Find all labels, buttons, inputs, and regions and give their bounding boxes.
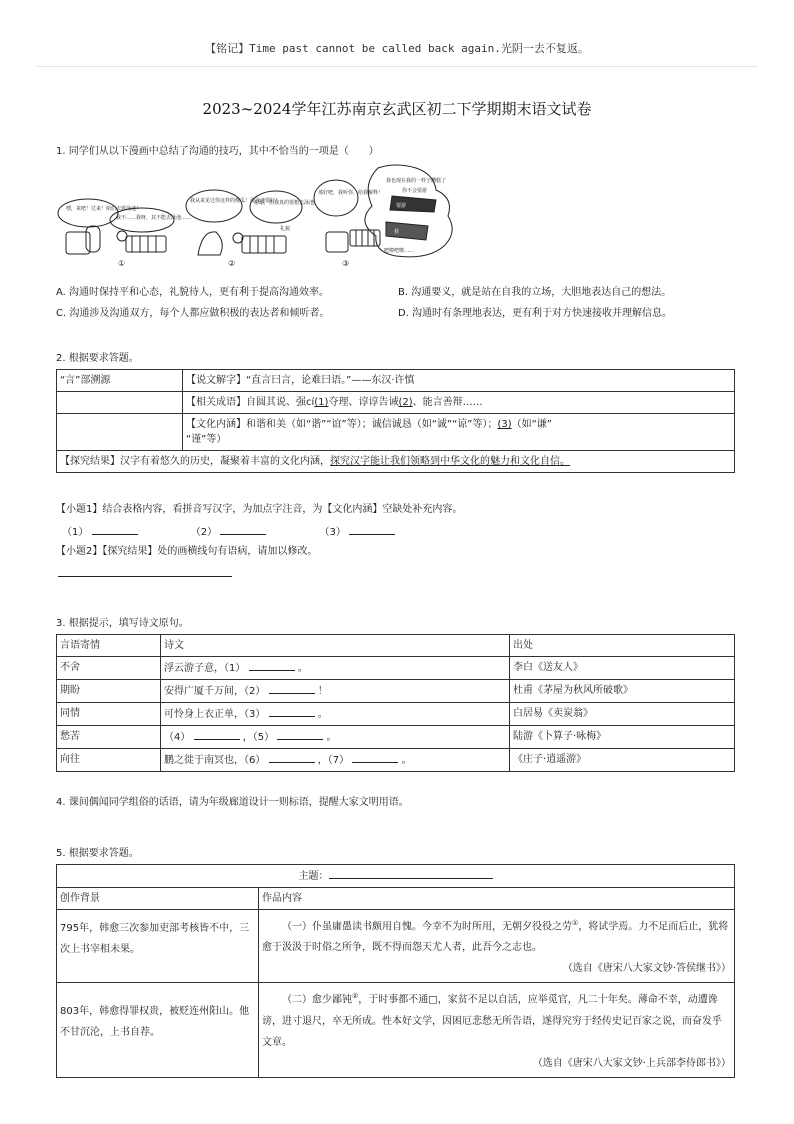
q1-option-d[interactable]: D. 沟通时有条理地表达，更有利于对方快速接收并理解信息。 [398, 308, 673, 319]
q2-blank-2[interactable]: (2) [398, 397, 413, 408]
q5-row2-part2: ，于时事都不通□，家贫不足以自活，应举觅官，凡二十年矣。薄命不幸，动遭谗谤，进寸退尺，卒无所成。性本好文学，因困厄悲愁无所告语，遂得究穷于经传史记百家之说，而奋发乎文章。 [262, 994, 722, 1048]
q3-row-verse [161, 726, 510, 749]
q5-row1-part2: ，将试学焉。力不足而后止，犹将愈于汲汲于时俗之所争，既不得而怨天尤人者，此吾今之志也。 [262, 921, 729, 954]
comic-p3-bubble-b: 吧啦吧啦…… [384, 248, 415, 254]
q3-row-emotion: 不舍 [57, 657, 161, 680]
q2-row2-a: 【相关成语】自圆其说、强cí [186, 397, 315, 408]
header-motto: 【铭记】Time past cannot be called back again.光阴一去不复返。 [205, 42, 589, 55]
q3-head-c: 出处 [510, 635, 735, 657]
q2-row3 [183, 414, 735, 451]
q3-stem: 3. 根据提示，填写诗文原句。 [56, 618, 189, 629]
q2-sub2: 【小题2】【探究结果】处的画横线句有语病，请加以修改。 [56, 546, 318, 557]
q5-row2-text [262, 986, 731, 1052]
q2-row1: 【说文解字】“直言曰言，论难曰语。”——东汉·许慎 [183, 370, 735, 392]
q5-row1-source: （选自《唐宋八大家文钞·答侯继书》） [562, 963, 731, 975]
comic-p1-bubble-b: 我不……我呀，其不能去泳池…… [116, 215, 192, 221]
q5-head-content: 作品内容 [259, 888, 735, 910]
q2-answer-label-2: （2） [190, 527, 218, 538]
q3-head-a: 言语寄情 [57, 635, 161, 657]
q5-theme-label: 主题： [298, 871, 329, 882]
q2-answer-label-1: （1） [62, 527, 89, 538]
q3-verse-text: 浮云游子意，（1） [164, 663, 246, 674]
q2-row-head: “言”部溯源 [57, 370, 183, 392]
comic-p2-label: 礼貌 [280, 226, 291, 232]
q3-head-b: 诗文 [161, 635, 510, 657]
q2-row3-a: 【文化内涵】和谐和美（如“谐”“谊”等）；诚信诚恳（如“诚”“谅”等）； [186, 419, 498, 430]
table-row [57, 749, 735, 772]
q5-row1-text [262, 913, 731, 958]
comic-p3-cloud-d: 我 [394, 229, 400, 235]
q3-verse-punct: 。 [401, 755, 412, 766]
q3-blank-1[interactable] [249, 660, 295, 671]
q2-row2 [183, 392, 735, 414]
q5-row2-background: 803年，韩愈得罪权贵，被贬连州阳山。他不甘沉沦，上书自荐。 [57, 983, 259, 1077]
q2-row3-d: “谨”等） [186, 434, 227, 445]
q2-row4-underlined: 探究汉字能让我们领略到中华文化的魅力和文化自信。 [330, 456, 570, 467]
q3-row-verse [161, 680, 510, 703]
q3-blank-5[interactable] [277, 729, 323, 740]
q2-blank-3[interactable]: (3) [497, 419, 512, 430]
q2-stem: 2. 根据要求答题。 [56, 353, 139, 364]
q3-verse-text: 安得广厦千万间，（2） [164, 686, 266, 697]
q2-row2-d: 、能言善辩…… [412, 397, 483, 408]
q5-row2-content [259, 983, 735, 1077]
q1-option-a[interactable]: A. 沟通时保持平和心态，礼貌待人，更有利于提高沟通效率。 [56, 287, 330, 298]
q5-row1-footnote: ① [572, 919, 579, 927]
q3-blank-4[interactable] [194, 729, 240, 740]
q2-empty-cell [57, 392, 183, 414]
q3-row-source: 李白《送友人》 [510, 657, 735, 680]
q2-row3-c: （如“谦” [511, 419, 552, 430]
q3-row-source: 《庄子·逍遥游》 [510, 749, 735, 772]
page-title: 2023~2024学年江苏南京玄武区初二下学期期末语文试卷 [202, 100, 592, 118]
q3-verse-text: （4） [164, 732, 191, 743]
comic-p2-bubble-b: 谢谢，但我真的要想去泳池。 [254, 200, 320, 206]
comic-p3-number: ③ [342, 259, 350, 268]
q3-row-source: 白居易《卖炭翁》 [510, 703, 735, 726]
q2-answer-3[interactable] [349, 524, 395, 535]
comic-p1-number: ① [118, 259, 126, 268]
q2-blank-1[interactable]: (1) [314, 397, 329, 408]
comic-p2-number: ② [228, 259, 236, 268]
q1-option-c[interactable]: C. 沟通涉及沟通双方，每个人都应做积极的表达者和倾听者。 [56, 308, 330, 319]
q1-stem: 1. 同学们从以下漫画中总结了沟通的技巧，其中不恰当的一项是（ ） [56, 146, 379, 157]
q2-answer-2[interactable] [220, 524, 266, 535]
q3-verse-punct: 。 [297, 663, 308, 674]
q2-sub1: 【小题1】结合表格内容，看拼音写汉字，为加点字注音，为【文化内涵】空缺处补充内容。 [56, 504, 463, 515]
comic-p3-cloud-b: 你不会要游 [402, 188, 428, 194]
q2-row2-c: 夺理、谆谆告诫 [328, 397, 399, 408]
q5-row1-content [259, 910, 735, 983]
q3-header-row [57, 635, 735, 657]
header-divider [36, 66, 758, 67]
q2-empty-cell [57, 414, 183, 451]
q3-row-verse [161, 749, 510, 772]
q3-row-emotion: 愁苦 [57, 726, 161, 749]
comic-illustration [56, 160, 458, 272]
q5-row1-background: 795年，韩愈三次参加吏部考核皆不中，三次上书宰相未果。 [57, 910, 259, 983]
q3-verse-text-2: ，（7） [317, 755, 350, 766]
table-row [57, 680, 735, 703]
q5-theme-input[interactable] [329, 868, 493, 879]
q2-sub1-answers [62, 524, 395, 540]
q2-sub2-answer-line[interactable] [58, 576, 232, 577]
q5-row2-part1: （二）愈少鄙钝 [282, 994, 352, 1006]
q5-table [56, 864, 735, 1078]
comic-p2-bubble-a: 我从来见过你这样的傻瓜！游泳池要好！ [190, 198, 281, 204]
table-row [57, 726, 735, 749]
q4-stem: 4. 课间偶闻同学组俗的话语，请为年级廊道设计一则标语，提醒大家文明用语。 [56, 797, 409, 808]
q3-row-emotion: 向往 [57, 749, 161, 772]
comic-p3-cloud-c: 要游 [396, 203, 407, 209]
q3-row-verse [161, 703, 510, 726]
q3-verse-punct: ！ [317, 686, 328, 697]
q3-row-emotion: 同情 [57, 703, 161, 726]
q3-verse-punct: 。 [317, 709, 328, 720]
q3-blank-6[interactable] [269, 752, 315, 763]
comic-p1-bubble-a: 嘿，来吧！过来！咱们去游泳池！ [66, 206, 142, 212]
q3-row-source: 杜甫《茅屋为秋风所破歌》 [510, 680, 735, 703]
q2-row4-a: 【探究结果】汉字有着悠久的历史，凝聚着丰富的文化内涵， [60, 456, 330, 467]
q5-head-background: 创作背景 [57, 888, 259, 910]
q3-verse-text: 可怜身上衣正单，（3） [164, 709, 266, 720]
q3-row-verse [161, 657, 510, 680]
q3-blank-3[interactable] [269, 706, 315, 717]
q3-verse-punct: 。 [326, 732, 337, 743]
q3-table [56, 634, 735, 772]
q3-verse-text-2: ，（5） [242, 732, 275, 743]
q5-row2-footnote: ② [352, 992, 359, 1001]
q5-theme-row [57, 865, 735, 888]
q2-answer-1[interactable] [92, 524, 138, 535]
q3-row-emotion: 期盼 [57, 680, 161, 703]
q3-blank-7[interactable] [352, 752, 398, 763]
q2-answer-label-3: （3） [319, 527, 346, 538]
q2-table [56, 369, 735, 473]
comic-p3-bubble-a: 那好吧，我听你，给我解释！ [318, 190, 384, 196]
q2-row4 [57, 451, 735, 473]
q3-blank-2[interactable] [269, 683, 315, 694]
comic-p3-cloud-a: 我也现在我的一样子糟糕了 [386, 178, 447, 184]
q5-row1-part1: （一）仆虽庸愚读书颇用自愧。今幸不为时所用，无朝夕役役之劳 [282, 921, 572, 933]
q3-row-source: 陆游《卜算子·咏梅》 [510, 726, 735, 749]
table-row [57, 657, 735, 680]
q5-stem: 5. 根据要求答题。 [56, 848, 139, 859]
q5-row2-source: （选自《唐宋八大家文钞·上兵部李侍郎书》） [532, 1057, 731, 1069]
q3-verse-text: 鹏之徙于南冥也，（6） [164, 755, 266, 766]
q1-option-b[interactable]: B. 沟通要义，就是站在自我的立场，大胆地表达自己的想法。 [398, 287, 672, 298]
table-row [57, 703, 735, 726]
